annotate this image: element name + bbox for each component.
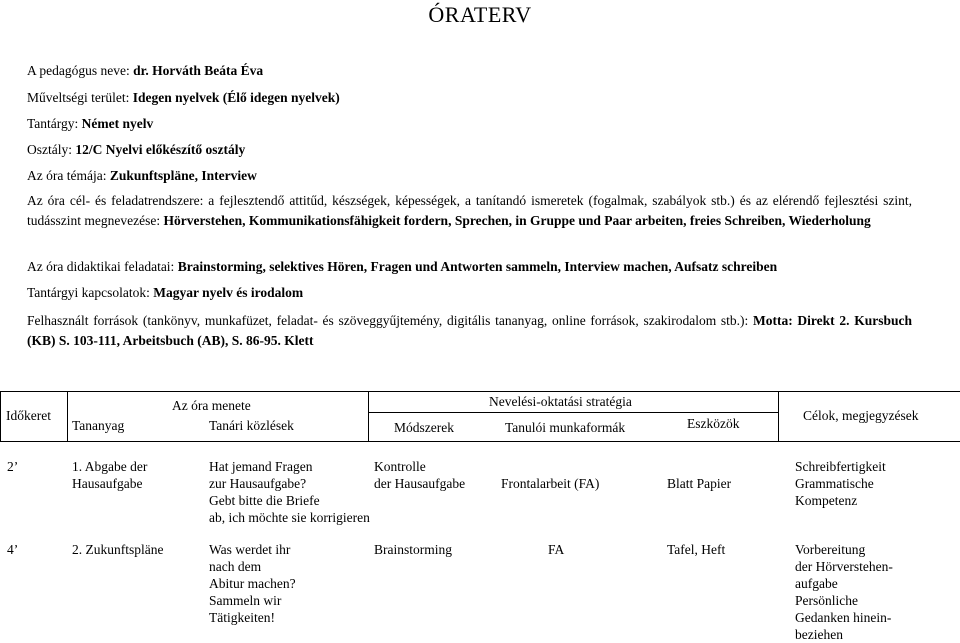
col-divider <box>368 391 369 441</box>
connections-value: Magyar nyelv és irodalom <box>153 285 304 300</box>
header-goals: Célok, megjegyzések <box>803 408 919 423</box>
document-title: ÓRATERV <box>428 2 532 27</box>
cell-line: Grammatische <box>795 476 874 491</box>
row-methods <box>374 541 452 558</box>
row-methods <box>374 458 465 492</box>
cell-line: Was werdet ihr <box>209 542 291 557</box>
col-divider <box>778 391 779 441</box>
connections-line <box>27 285 303 301</box>
cell-line: beziehen <box>795 627 843 642</box>
table-left-border <box>0 391 1 441</box>
cell-line: Brainstorming <box>374 542 452 557</box>
teacher-line <box>27 63 263 79</box>
row-teacher <box>209 541 296 626</box>
sources-paragraph <box>27 311 912 351</box>
cell-line: Sammeln wir <box>209 593 282 608</box>
cell-line: der Hörverstehen- <box>795 559 893 574</box>
class-line <box>27 142 245 158</box>
col-divider <box>67 391 68 441</box>
cell-line: Tätigkeiten! <box>209 610 275 625</box>
header-material: Tananyag <box>72 418 125 433</box>
goals-value: Hörverstehen, Kommunikationsfähigkeit fordern, Sprechen, in Gruppe und Paar arbeiten, freies Schreiben, Wiederholung <box>163 213 871 228</box>
goals-label: Az óra cél- és feladatrendszere: a fejlesztendő attitűd, készségek, képességek, a tanítandó ismeretek (fogalmak, szabályok stb.) és az elérendő fejlesztési szint, tudásszint megnevezése: <box>27 193 912 228</box>
class-value: 12/C Nyelvi előkészítő osztály <box>75 142 246 157</box>
field-line <box>27 90 340 106</box>
table-top-border <box>0 391 960 392</box>
topic-line <box>27 168 257 184</box>
class-label: Osztály: <box>27 142 76 157</box>
topic-value: Zukunftspläne, Interview <box>109 168 257 183</box>
strategy-divider <box>368 412 778 413</box>
row-workforms: FA <box>548 542 565 557</box>
cell-line: nach dem <box>209 559 262 574</box>
table-header-bottom-border <box>0 441 960 442</box>
header-time: Időkeret <box>6 408 51 423</box>
row-tools: Blatt Papier <box>667 476 732 491</box>
cell-line: Abitur machen? <box>209 576 296 591</box>
cell-line: Hausaufgabe <box>72 476 143 491</box>
cell-line: aufgabe <box>795 576 838 591</box>
header-workforms: Tanulói munkaformák <box>505 420 626 435</box>
sources-label: Felhasznált források (tankönyv, munkafüzet, feladat- és szöveggyűjtemény, digitális tananyag, online források, szakirodalom stb.): <box>27 313 753 328</box>
subject-value: Német nyelv <box>81 116 154 131</box>
field-value: Idegen nyelvek (Élő idegen nyelvek) <box>132 90 340 105</box>
sources-value: Motta: Direkt 2. Kursbuch (KB) S. 103-111, Arbeitsbuch (AB), S. 86-95. Klett <box>27 313 912 348</box>
row-material <box>72 541 163 558</box>
subject-label: Tantárgy: <box>27 116 82 131</box>
cell-line: der Hausaufgabe <box>374 476 466 491</box>
teacher-value: dr. Horváth Beáta Éva <box>133 63 264 78</box>
cell-line: Gedanken hinein- <box>795 610 892 625</box>
header-methods: Módszerek <box>394 420 454 435</box>
cell-line: ab, ich möchte sie korrigieren <box>209 510 370 525</box>
teacher-label: A pedagógus neve: <box>27 63 134 78</box>
row-time: 2’ <box>7 459 19 474</box>
header-course: Az óra menete <box>172 398 251 413</box>
didactic-line <box>27 259 777 275</box>
cell-line: Persönliche <box>795 593 858 608</box>
cell-line: 1. Abgabe der <box>72 459 148 474</box>
cell-line: Kontrolle <box>374 459 426 474</box>
connections-label: Tantárgyi kapcsolatok: <box>27 285 154 300</box>
header-teacher: Tanári közlések <box>209 418 294 433</box>
subject-line <box>27 116 153 132</box>
cell-line: Schreibfertigkeit <box>795 459 886 474</box>
row-time: 4’ <box>7 542 19 557</box>
header-strategy: Nevelési-oktatási stratégia <box>489 394 632 409</box>
goals-paragraph <box>27 191 912 231</box>
cell-line: Gebt bitte die Briefe <box>209 493 320 508</box>
row-material <box>72 458 147 492</box>
didactic-label: Az óra didaktikai feladatai: <box>27 259 178 274</box>
topic-label: Az óra témája: <box>27 168 110 183</box>
cell-line: Hat jemand Fragen <box>209 459 313 474</box>
row-goals <box>795 541 893 643</box>
cell-line: Kompetenz <box>795 493 858 508</box>
cell-line: zur Hausaufgabe? <box>209 476 307 491</box>
cell-line: Vorbereitung <box>795 542 866 557</box>
cell-line: 2. Zukunftspläne <box>72 542 164 557</box>
row-goals <box>795 458 886 509</box>
field-label: Műveltségi terület: <box>27 90 133 105</box>
row-teacher <box>209 458 370 526</box>
row-tools: Tafel, Heft <box>667 542 726 557</box>
didactic-value: Brainstorming, selektives Hören, Fragen und Antworten sammeln, Interview machen, Aufsatz schreiben <box>177 259 778 274</box>
header-tools: Eszközök <box>687 416 740 431</box>
row-workforms: Frontalarbeit (FA) <box>501 476 600 491</box>
